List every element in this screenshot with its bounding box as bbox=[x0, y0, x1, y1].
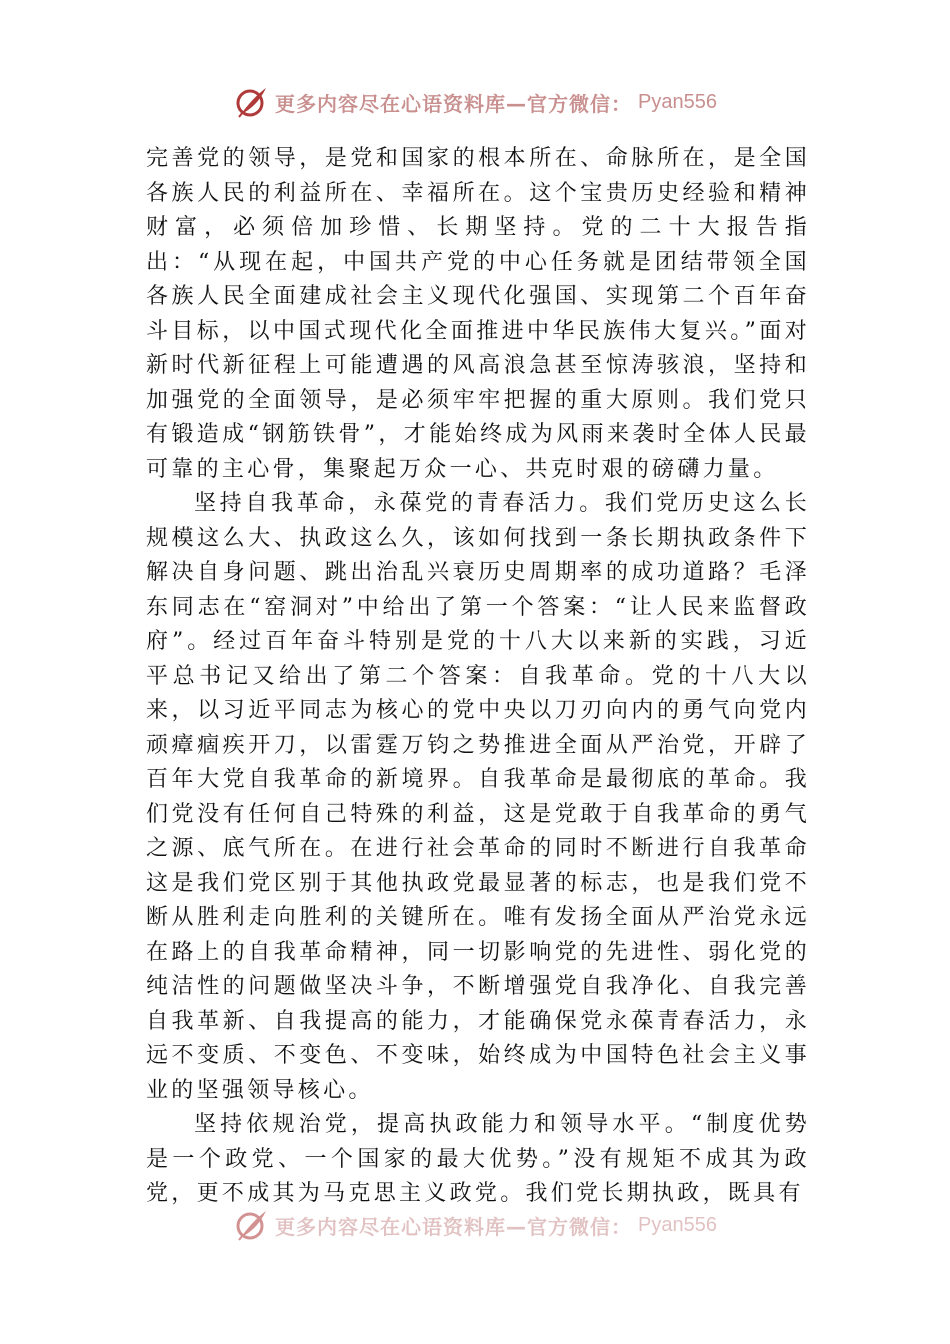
footer-watermark bbox=[0, 1203, 950, 1247]
watermark-text: 更多内容尽在心语资料库—官方微信： bbox=[275, 91, 633, 116]
paragraph-3: 坚持依规治党，提高执政能力和领导水平。“制度优势是一个政党、一个国家的最大优势。”没有规矩不成其为政党，更不成其为马克思主义政党。我们党长期执政，既具有 bbox=[146, 1112, 810, 1206]
watermark-handle: Pyan556 bbox=[638, 1213, 717, 1236]
quill-logo-icon bbox=[233, 84, 269, 120]
quill-logo-icon bbox=[233, 1207, 269, 1243]
watermark-text: 更多内容尽在心语资料库—官方微信： bbox=[275, 1214, 633, 1239]
watermark-handle: Pyan556 bbox=[638, 90, 717, 113]
document-body bbox=[146, 142, 810, 1212]
paragraph-1: 完善党的领导，是党和国家的根本所在、命脉所在，是全国各族人民的利益所在、幸福所在。这个宝贵历史经验和精神财富，必须倍加珍惜、长期坚持。党的二十大报告指出：“从现在起，中国共产党的中心任务就是团结带领全国各族人民全面建成社会主义现代化强国、实现第二个百年奋斗目标，以中国式现代化全面推进中华民族伟大复兴。”面对新时代新征程上可能遭遇的风高浪急甚至惊涛骇浪，坚持和加强党的全面领导，是必须牢牢把握的重大原则。我们党只有锻造成“钢筋铁骨”，才能始终成为风雨来袭时全体人民最可靠的主心骨，集聚起万众一心、共克时艰的磅礴力量。 bbox=[146, 146, 810, 482]
paragraph-2: 坚持自我革命，永葆党的青春活力。我们党历史这么长规模这么大、执政这么久，该如何找到一条长期执政条件下解决自身问题、跳出治乱兴衰历史周期率的成功道路？毛泽东同志在“窑洞对”中给出了第一个答案：“让人民来监督政府”。经过百年奋斗特别是党的十八大以来新的实践，习近平总书记又给出了第二个答案：自我革命。党的十八大以来，以习近平同志为核心的党中央以刀刃向内的勇气向党内顽瘴痼疾开刀，以雷霆万钧之势推进全面从严治党，开辟了百年大党自我革命的新境界。自我革命是最彻底的革命。我们党没有任何自己特殊的利益，这是党敢于自我革命的勇气之源、底气所在。在进行社会革命的同时不断进行自我革命这是我们党区别于其他执政党最显著的标志，也是我们党不断从胜利走向胜利的关键所在。唯有发扬全面从严治党永远在路上的自我革命精神，同一切影响党的先进性、弱化党的纯洁性的问题做坚决斗争，不断增强党自我净化、自我完善自我革新、自我提高的能力，才能确保党永葆青春活力，永远不变质、不变色、不变味，始终成为中国特色社会主义事业的坚强领导核心。 bbox=[146, 491, 810, 1103]
header-watermark bbox=[0, 80, 950, 124]
